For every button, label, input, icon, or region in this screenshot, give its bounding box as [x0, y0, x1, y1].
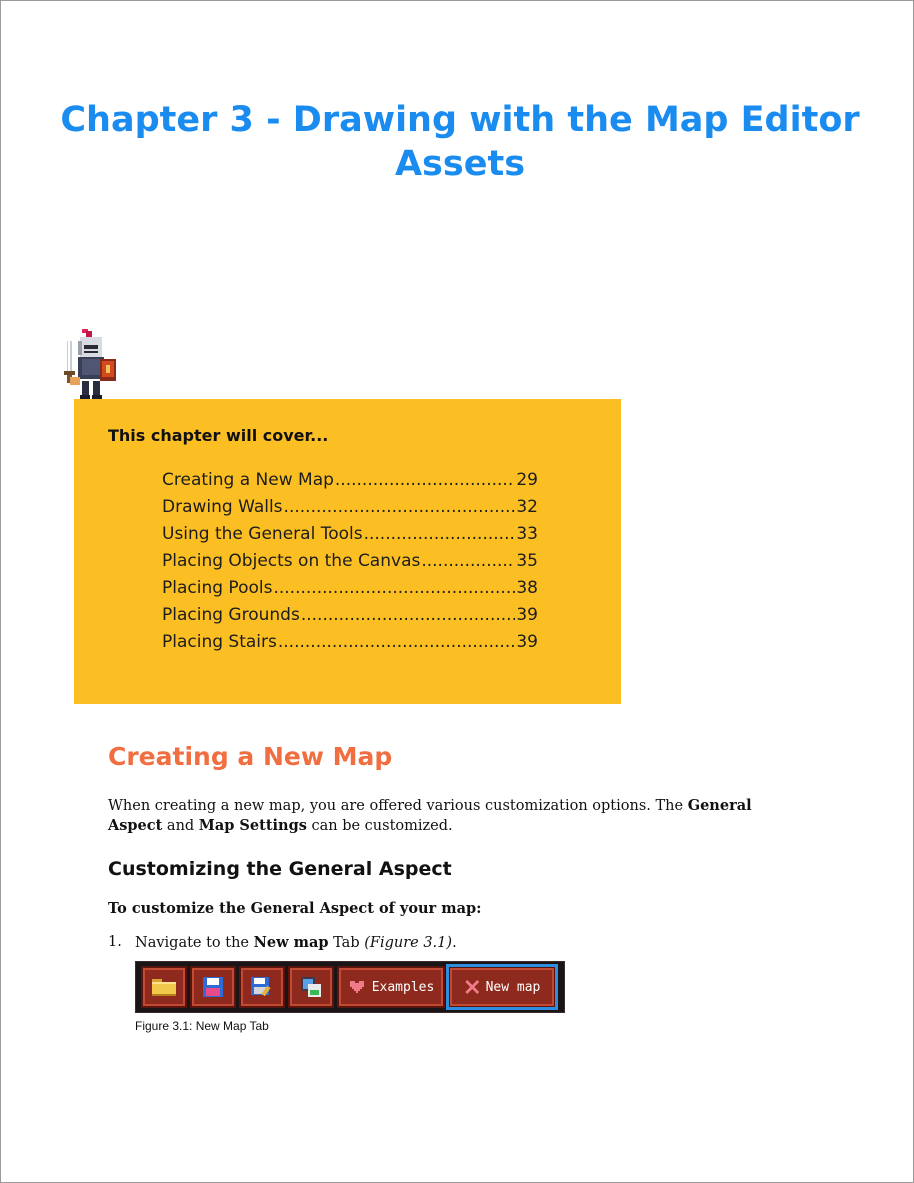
- chapter-title-line1: Chapter 3 - Drawing with the Map Editor: [60, 100, 860, 140]
- close-x-icon: [464, 979, 480, 995]
- toc-leader: [284, 497, 516, 517]
- para-bold-map-settings: Map Settings: [198, 817, 307, 834]
- para-bold-general-aspect: General Aspect: [108, 797, 752, 834]
- toc-item-label: Creating a New Map: [162, 470, 334, 490]
- subsection-title: Customizing the General Aspect: [108, 858, 452, 880]
- toc-item[interactable]: [162, 497, 538, 524]
- toc-item[interactable]: [162, 470, 538, 497]
- toc-item-page: 39: [516, 632, 538, 652]
- toc-item[interactable]: [162, 632, 538, 659]
- knight-mascot-icon: [60, 329, 120, 401]
- heart-icon: [348, 979, 366, 995]
- section-title: Creating a New Map: [108, 742, 393, 771]
- toc-item[interactable]: [162, 578, 538, 605]
- step-text-part: Tab: [328, 935, 365, 951]
- toc-leader: [278, 632, 515, 652]
- new-map-label: New map: [485, 979, 541, 995]
- toc-leader: [364, 524, 516, 544]
- save-as-icon: [250, 976, 274, 998]
- chapter-cover-box: [74, 399, 621, 704]
- section-paragraph: [108, 796, 788, 836]
- save-button[interactable]: [190, 966, 236, 1008]
- map-editor-toolbar: [135, 961, 565, 1013]
- para-text: and: [162, 818, 199, 834]
- procedure-intro: To customize the General Aspect of your map:: [108, 900, 482, 917]
- toc-item-page: 39: [516, 605, 538, 625]
- toc-item[interactable]: [162, 605, 538, 632]
- new-map-tab[interactable]: [448, 966, 556, 1008]
- cover-heading: This chapter will cover...: [108, 426, 329, 445]
- para-text: When creating a new map, you are offered various customization options. The: [108, 798, 688, 814]
- toc-item-page: 35: [516, 551, 538, 571]
- save-as-button[interactable]: [239, 966, 285, 1008]
- figure-caption: Figure 3.1: New Map Tab: [135, 1019, 269, 1033]
- step-bold-new-map: New map: [253, 934, 329, 951]
- examples-button[interactable]: [337, 966, 445, 1008]
- toc-item-label: Placing Grounds: [162, 605, 300, 625]
- folder-icon: [151, 977, 177, 997]
- toc-item-page: 29: [516, 470, 538, 490]
- toc-leader: [421, 551, 515, 571]
- step-text-part: .: [452, 935, 457, 951]
- para-text: can be customized.: [306, 818, 453, 834]
- open-folder-button[interactable]: [141, 966, 187, 1008]
- toc-item-label: Placing Objects on the Canvas: [162, 551, 421, 571]
- export-image-icon: [299, 975, 323, 999]
- export-button[interactable]: [288, 966, 334, 1008]
- toc-item-page: 32: [516, 497, 538, 517]
- toc-leader: [335, 470, 515, 490]
- step-figure-ref: (Figure 3.1): [364, 935, 453, 951]
- toc-item[interactable]: [162, 551, 538, 578]
- toc-item-label: Using the General Tools: [162, 524, 363, 544]
- toc-leader: [301, 605, 516, 625]
- toc-item[interactable]: [162, 524, 538, 551]
- toc-list: [162, 470, 538, 659]
- toc-item-page: 38: [516, 578, 538, 598]
- step-text-part: Navigate to the: [135, 935, 254, 951]
- toc-leader: [273, 578, 515, 598]
- examples-label: Examples: [371, 979, 435, 995]
- chapter-title-line2: Assets: [394, 144, 526, 184]
- toc-item-page: 33: [516, 524, 538, 544]
- step-number: 1.: [108, 934, 122, 950]
- toc-item-label: Placing Pools: [162, 578, 273, 598]
- chapter-title: [60, 98, 860, 186]
- toc-item-label: Placing Stairs: [162, 632, 277, 652]
- toc-item-label: Drawing Walls: [162, 497, 283, 517]
- step-text: [135, 934, 457, 951]
- save-disk-icon: [202, 976, 224, 998]
- step-1: [108, 934, 457, 951]
